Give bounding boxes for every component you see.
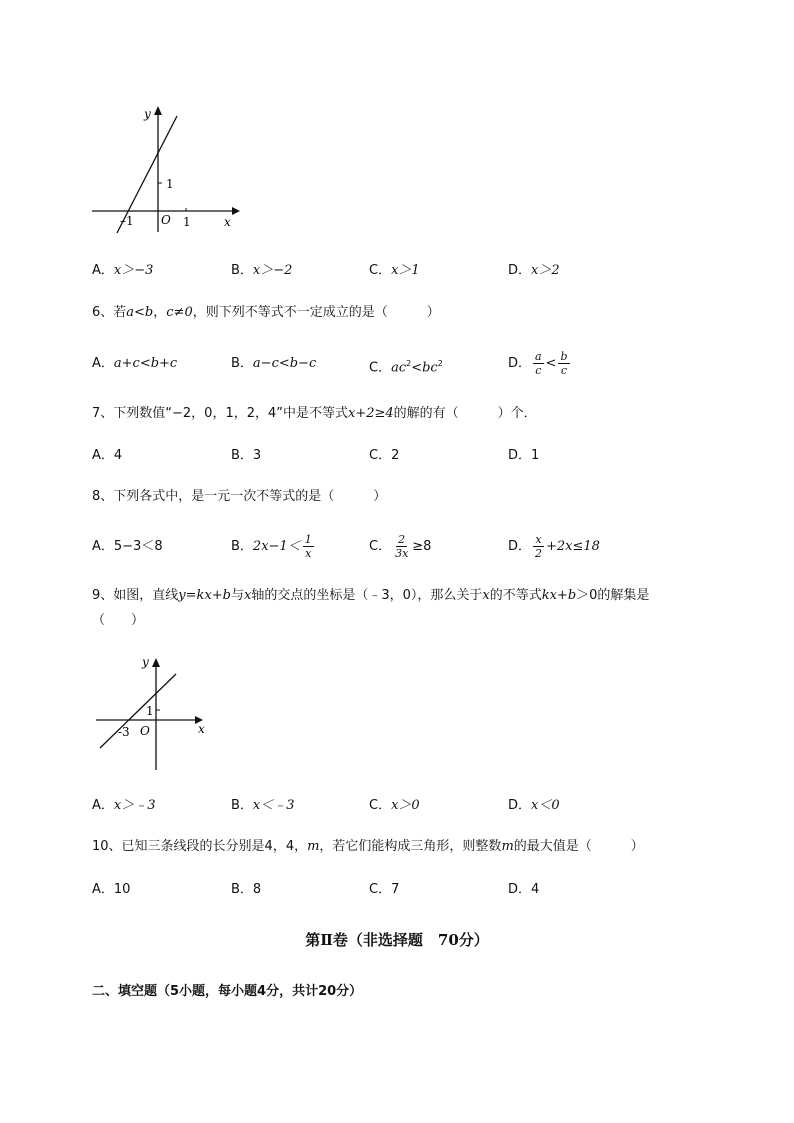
q8-option-b[interactable]: B．2x−1＜ $\frac{1}{x}$ — [231, 533, 312, 560]
graph-q5 — [88, 100, 248, 235]
graph1-one-x: 1 — [183, 215, 191, 229]
q7-option-d[interactable]: D．1 — [508, 448, 540, 463]
q9-option-a[interactable]: A．x＞﹣3 — [92, 798, 156, 813]
graph2-one-y: 1 — [146, 704, 154, 718]
q10-option-b[interactable]: B．8 — [231, 882, 262, 897]
graph1-neg-one: –1 — [120, 214, 134, 228]
q9-stem: 9、如图，直线y=kx+b与x轴的交点的坐标是（﹣3，0），那么关于x的不等式kx+b＞0的解集是 — [92, 588, 650, 603]
q6-option-b[interactable]: B．a−c<b−c — [231, 356, 317, 371]
q9-option-b[interactable]: B．x＜﹣3 — [231, 798, 295, 813]
section2-title: 二、填空题（5小题，每小题4分，共计20分） — [92, 984, 363, 999]
q6-stem: 6、若a<b，c≠0，则下列不等式不一定成立的是（ ） — [92, 305, 440, 320]
graph1-origin: O — [161, 213, 171, 227]
q9-option-d[interactable]: D．x＜0 — [508, 798, 560, 813]
q6-option-a[interactable]: A．a+c<b+c — [92, 356, 178, 371]
q10-stem: 10、已知三条线段的长分别是4，4，m，若它们能构成三角形，则整数m的最大值是（ ） — [92, 839, 644, 854]
q8-stem: 8、下列各式中，是一元一次不等式的是（ ） — [92, 489, 387, 504]
q8-option-c[interactable]: C． $\frac{2}{3x}$ ≥8 — [369, 533, 432, 560]
q10-option-d[interactable]: D．4 — [508, 882, 540, 897]
graph2-y-label: y — [142, 655, 149, 669]
q10-option-a[interactable]: A．10 — [92, 882, 131, 897]
graph1-one-y: 1 — [166, 177, 174, 191]
q6-option-c[interactable]: C．$ac^2<bc^2$ — [369, 359, 443, 376]
q8-option-a[interactable]: A．5−3＜8 — [92, 539, 163, 554]
q7-option-a[interactable]: A．4 — [92, 448, 123, 463]
q7-stem: 7、下列数值“−2，0，1，2，4”中是不等式x+2≥4的解的有（ ）个． — [92, 406, 537, 421]
q5-option-b[interactable]: B．x＞−2 — [231, 263, 293, 278]
graph2-x-label: x — [198, 722, 205, 736]
q5-option-c[interactable]: C．x＞1 — [369, 263, 420, 278]
q5-option-a[interactable]: A．x＞−3 — [92, 263, 154, 278]
graph2-neg-three: -3 — [118, 725, 130, 739]
graph-q9 — [92, 650, 214, 772]
q9-stem-line2: （ ） — [92, 613, 145, 628]
q7-option-c[interactable]: C．2 — [369, 448, 400, 463]
q8-option-d[interactable]: D． $\frac{x}{2}$ +2x≤18 — [508, 533, 600, 560]
q7-option-b[interactable]: B．3 — [231, 448, 262, 463]
part2-title: 第Ⅱ卷（非选择题 70分） — [305, 931, 489, 949]
graph1-y-label: y — [144, 107, 151, 121]
q10-option-c[interactable]: C．7 — [369, 882, 400, 897]
graph2-origin: O — [140, 724, 150, 738]
q5-option-d[interactable]: D．x＞2 — [508, 263, 560, 278]
graph1-x-label: x — [224, 215, 231, 229]
q9-option-c[interactable]: C．x＞0 — [369, 798, 420, 813]
q6-option-d[interactable]: D． $\frac{a}{c}$ < $\frac{b}{c}$ — [508, 350, 568, 377]
